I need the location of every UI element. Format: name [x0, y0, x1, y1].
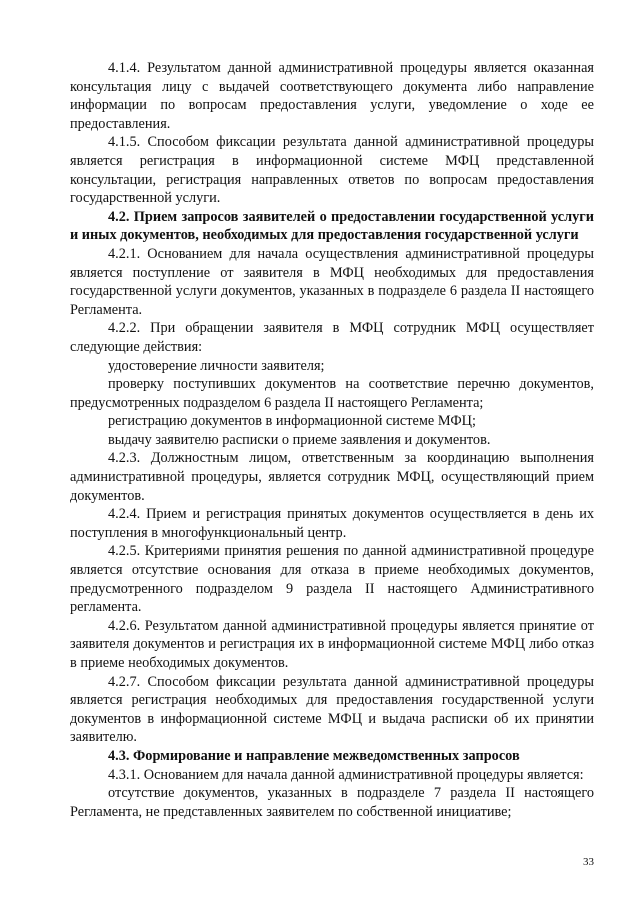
- list-item-registration: регистрацию документов в информационной системе МФЦ;: [108, 413, 476, 430]
- paragraph-4-2-2: 4.2.2. При обращении заявителя в МФЦ сотрудник МФЦ осуществляет следующие действия:: [70, 320, 594, 355]
- paragraph-4-1-5: 4.1.5. Способом фиксации результата данной административной процедуры является регистрация в информационной системе МФЦ представленной консультации, регистрация направленных ответов по вопросам предоставления государственной услуги.: [70, 134, 594, 207]
- paragraph-4-3-1: 4.3.1. Основанием для начала данной административной процедуры является:: [108, 766, 584, 783]
- paragraph-missing-documents: отсутствие документов, указанных в подразделе 7 раздела II настоящего Регламента, не представленных заявителем по собственной инициативе;: [70, 785, 594, 820]
- section-heading-4-3: 4.3. Формирование и направление межведомственных запросов: [108, 747, 520, 764]
- paragraph-4-2-6: 4.2.6. Результатом данной административной процедуры является принятие от заявителя документов и регистрация их в информационной системе МФЦ либо отказ в приеме необходимых документов.: [70, 617, 594, 671]
- list-item-document-check: проверку поступивших документов на соответствие перечню документов, предусмотренных подразделом 6 раздела II настоящего Регламента;: [70, 376, 594, 411]
- paragraph-4-2-1: 4.2.1. Основанием для начала осуществления административной процедуры является поступление от заявителя в МФЦ необходимых для предоставления государственной услуги документов, указанных в подразделе 6 раздела II настоящего Регламента.: [70, 245, 594, 318]
- list-item-identity: удостоверение личности заявителя;: [108, 357, 325, 374]
- list-item-receipt: выдачу заявителю расписки о приеме заявления и документов.: [108, 431, 491, 448]
- section-heading-4-2: 4.2. Прием запросов заявителей о предоставлении государственной услуги и иных документов, необходимых для предоставления государственной услуги: [70, 208, 594, 244]
- paragraph-4-2-4: 4.2.4. Прием и регистрация принятых документов осуществляется в день их поступления в многофункциональный центр.: [70, 506, 594, 541]
- paragraph-4-2-7: 4.2.7. Способом фиксации результата данной административной процедуры является регистрация необходимых для предоставления государственной услуги документов в информационной системе МФЦ и выдача расписки об их принятии заявителю.: [70, 673, 594, 746]
- paragraph-4-2-3: 4.2.3. Должностным лицом, ответственным за координацию выполнения административной процедуры, является сотрудник МФЦ, осуществляющий прием документов.: [70, 450, 594, 504]
- paragraph-4-2-5: 4.2.5. Критериями принятия решения по данной административной процедуре является отсутствие основания для отказа в приеме необходимых документов, предусмотренного подразделом 9 раздела II настоящего Административного регламента.: [70, 543, 594, 616]
- document-body: [70, 59, 594, 821]
- page-number: 33: [583, 856, 594, 868]
- paragraph-4-1-4: 4.1.4. Результатом данной административной процедуры является оказанная консультация лицу с выдачей соответствующего документа либо направление информации по вопросам предоставления услуги, уведомление о ходе ее предоставления.: [70, 60, 594, 132]
